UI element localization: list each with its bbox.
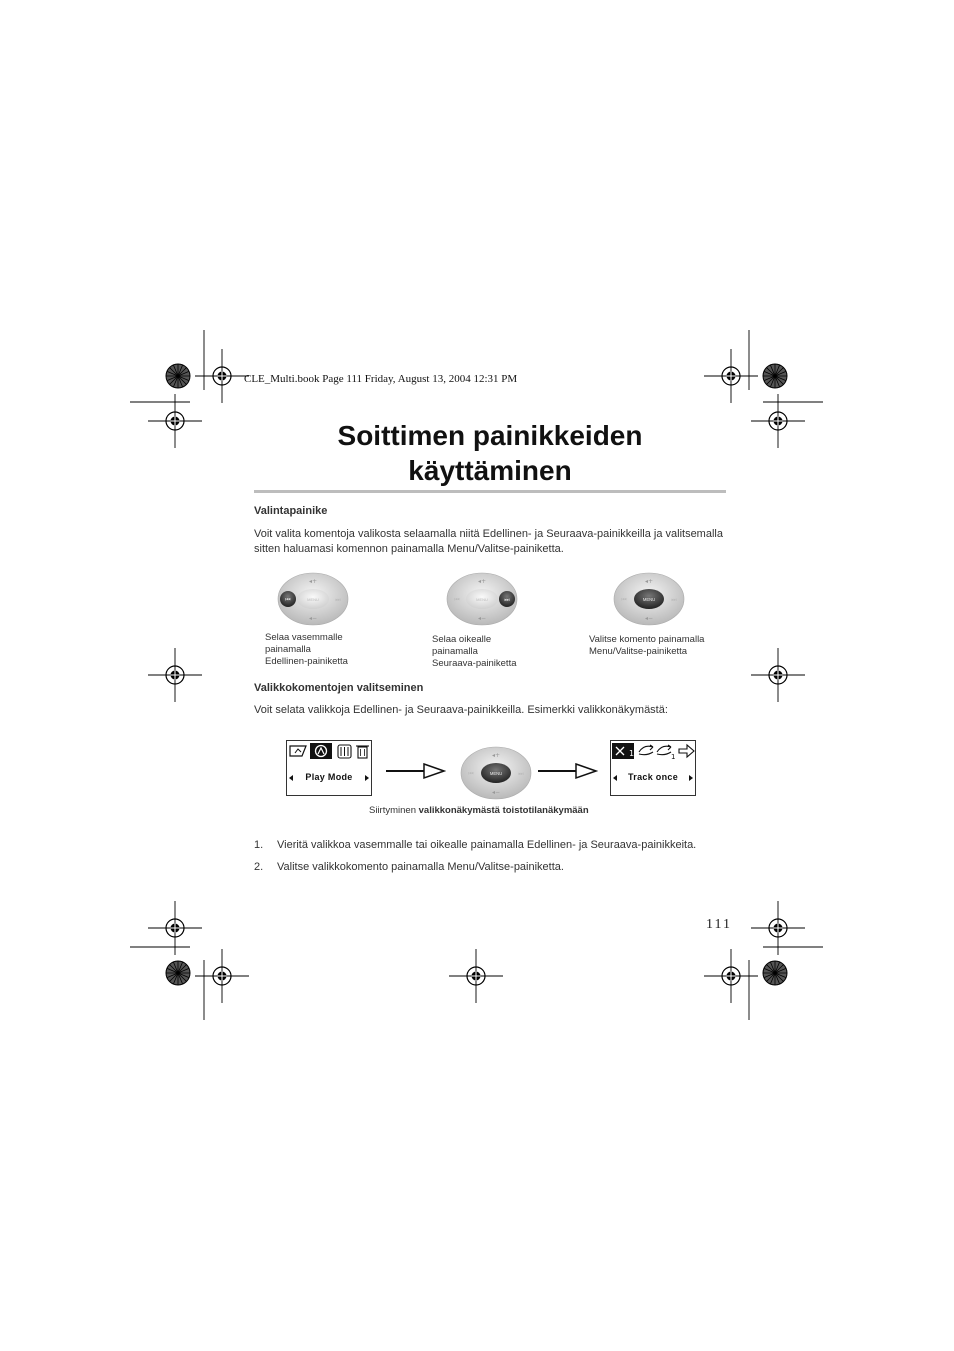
title-line-2: käyttäminen — [408, 455, 572, 486]
play-mode-icon — [310, 743, 332, 759]
prev-icon: ⏮ — [468, 770, 474, 778]
equalizer-icon — [338, 745, 351, 758]
trash-icon — [356, 746, 369, 758]
volume-up-label: ◂+ — [491, 752, 501, 759]
next-icon: ⏭ — [671, 596, 677, 604]
next-icon: ⏭ — [504, 596, 510, 604]
list-item-text: Valitse valikkokomento painamalla Menu/Valitse-painiketta. — [277, 861, 564, 873]
section-paragraph-1: Voit valita komentoja valikosta selaamalla niitä Edellinen- ja Seuraava-painikkeilla ja valitsemalla sitten haluamasi komennon painamalla Menu/Valitse-painiketta. — [254, 528, 723, 555]
volume-up-label: ◂+ — [644, 578, 654, 585]
book-header: CLE_Multi.book Page 111 Friday, August 13, 2004 12:31 PM — [244, 373, 518, 385]
repeat-icon — [639, 745, 653, 755]
next-icon: ⏭ — [335, 596, 341, 604]
volume-down-label: ◂− — [477, 615, 487, 622]
prev-icon: ⏮ — [621, 596, 627, 604]
arrow-right-icon — [689, 775, 693, 781]
wheel-menu-label: MENU — [476, 597, 488, 602]
menu-icons-row — [288, 742, 372, 760]
menu-screen-play-mode — [286, 740, 372, 796]
volume-up-label: ◂+ — [308, 578, 318, 585]
svg-text:1: 1 — [629, 749, 635, 758]
section-paragraph-2: Voit selata valikkoja Edellinen- ja Seuraava-painikkeilla. Esimerkki valikkonäkymästä: — [254, 704, 668, 716]
caption-next: Selaa oikealle painamalla Seuraava-painiketta — [432, 634, 517, 669]
prev-icon: ⏮ — [285, 596, 291, 604]
prev-icon: ⏮ — [454, 596, 460, 604]
wheel-menu-label: MENU — [642, 597, 656, 602]
page-number: 111 — [706, 917, 732, 932]
playmode-icons-row — [612, 742, 696, 760]
next-icon: ⏭ — [518, 770, 524, 778]
diagram-caption: Siirtyminen valikkonäkymästä toistotilanäkymään — [369, 805, 589, 816]
play-once-arrow-icon — [679, 745, 694, 757]
caption-menu: Valitse komento painamalla Menu/Valitse-painiketta — [589, 634, 705, 657]
folder-icon — [290, 746, 306, 756]
list-item: 1. — [254, 839, 264, 851]
repeat-one-icon — [657, 745, 675, 760]
repeat-shuffle-icon — [612, 743, 634, 759]
title-line-1: Soittimen painikkeiden — [337, 420, 643, 451]
caption-prev: Selaa vasemmalle painamalla Edellinen-painiketta — [265, 632, 348, 667]
volume-down-label: ◂− — [644, 615, 654, 622]
play-mode-label: Play Mode — [305, 772, 353, 782]
arrow-right-icon — [365, 775, 369, 781]
control-wheel-menu-pressed-diagram — [460, 746, 532, 800]
control-wheel-next-pressed — [446, 572, 518, 626]
svg-text:1: 1 — [671, 753, 676, 760]
arrow-right-icon — [538, 762, 598, 780]
volume-down-label: ◂− — [491, 789, 501, 796]
menu-screen-track-once — [610, 740, 696, 796]
list-item: 2. — [254, 861, 264, 873]
page-title — [254, 418, 726, 488]
section-heading-valintapainike: Valintapainike — [254, 505, 328, 517]
wheel-menu-label: MENU — [489, 771, 503, 776]
track-once-label: Track once — [627, 772, 679, 782]
arrow-right-icon — [386, 762, 446, 780]
wheel-menu-label: MENU — [307, 597, 319, 602]
volume-down-label: ◂− — [308, 615, 318, 622]
control-wheel-prev-pressed — [277, 572, 349, 626]
list-item-text: Vieritä valikkoa vasemmalle tai oikealle painamalla Edellinen- ja Seuraava-painikkeita. — [277, 839, 697, 851]
title-rule — [254, 490, 726, 493]
control-wheel-menu-pressed — [613, 572, 685, 626]
volume-up-label: ◂+ — [477, 578, 487, 585]
section-heading-valikkokomentojen: Valikkokomentojen valitseminen — [254, 682, 424, 694]
